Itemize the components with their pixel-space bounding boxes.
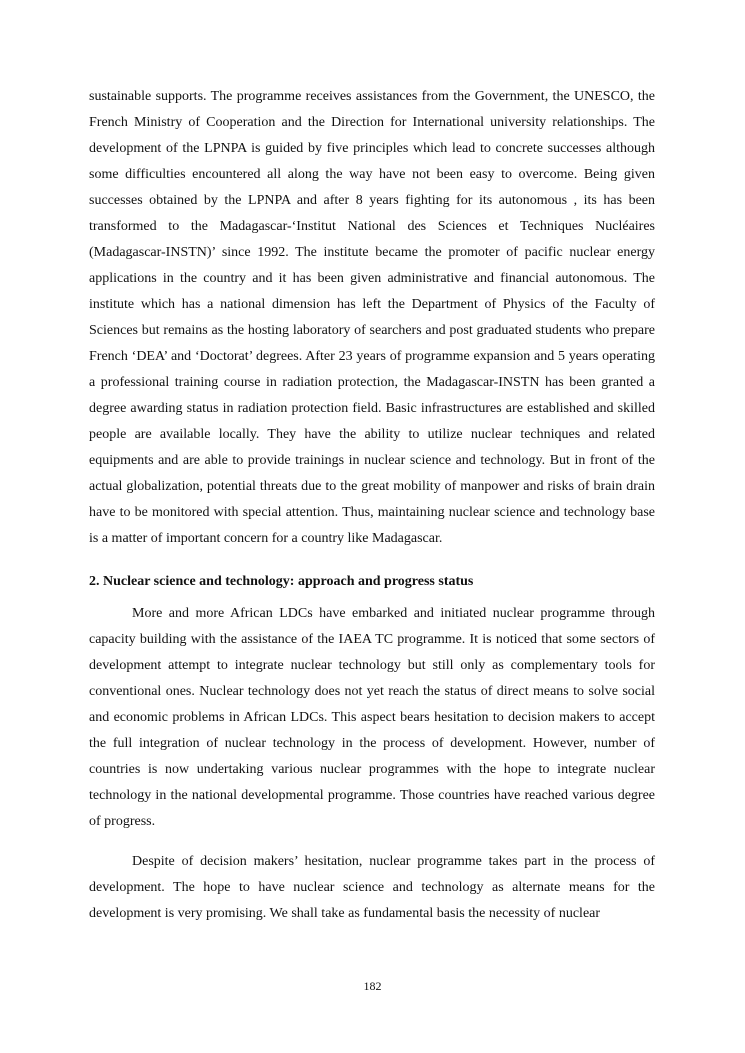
page-number: 182 [363,979,382,993]
document-page [89,84,655,927]
body-paragraph-1: sustainable supports. The programme receives assistances from the Government, the UNESCO, the French Ministry of Cooperation and the Direction for International university relationships. The development of the LPNPA is guided by five principles which lead to concrete successes although some difficulties encountered all along the way have not been easy to overcome. Being given successes obtained by the LPNPA and after 8 years fighting for its autonomous , its has been transformed to the Madagascar-‘Institut National des Sciences et Techniques Nucléaires (Madagascar-INSTN)’ since 1992. The institute became the promoter of pacific nuclear energy applications in the country and it has been given administrative and financial autonomous. The institute which has a national dimension has left the Department of Physics of the Faculty of Sciences but remains as the hosting laboratory of searchers and post graduated students who prepare French ‘DEA’ and ‘Doctorat’ degrees. After 23 years of programme expansion and 5 years operating a professional training course in radiation protection, the Madagascar-INSTN has been granted a degree awarding status in radiation protection field. Basic infrastructures are established and skilled people are available locally. They have the ability to utilize nuclear techniques and related equipments and are able to provide trainings in nuclear science and technology. But in front of the actual globalization, potential threats due to the great mobility of manpower and risks of brain drain have to be monitored with special attention. Thus, maintaining nuclear science and technology base is a matter of important concern for a country like Madagascar. [89,89,655,546]
body-paragraph-2: More and more African LDCs have embarked and initiated nuclear programme through capacity building with the assistance of the IAEA TC programme. It is noticed that some sectors of development attempt to integrate nuclear technology but still only as complementary tools for conventional ones. Nuclear technology does not yet reach the status of direct means to solve social and economic problems in African LDCs. This aspect bears hesitation to decision makers to accept the full integration of nuclear technology in the process of development. However, number of countries is now undertaking various nuclear programmes with the hope to integrate nuclear technology in the national developmental programme. Those countries have reached various degree of progress. [89,606,655,829]
section-heading: 2. Nuclear science and technology: approach and progress status [89,574,474,589]
paragraph-spacer [89,835,655,849]
body-paragraph-3: Despite of decision makers’ hesitation, nuclear programme takes part in the process of development. The hope to have nuclear science and technology as alternate means for the development is very promising. We shall take as fundamental basis the necessity of nuclear [89,854,655,921]
